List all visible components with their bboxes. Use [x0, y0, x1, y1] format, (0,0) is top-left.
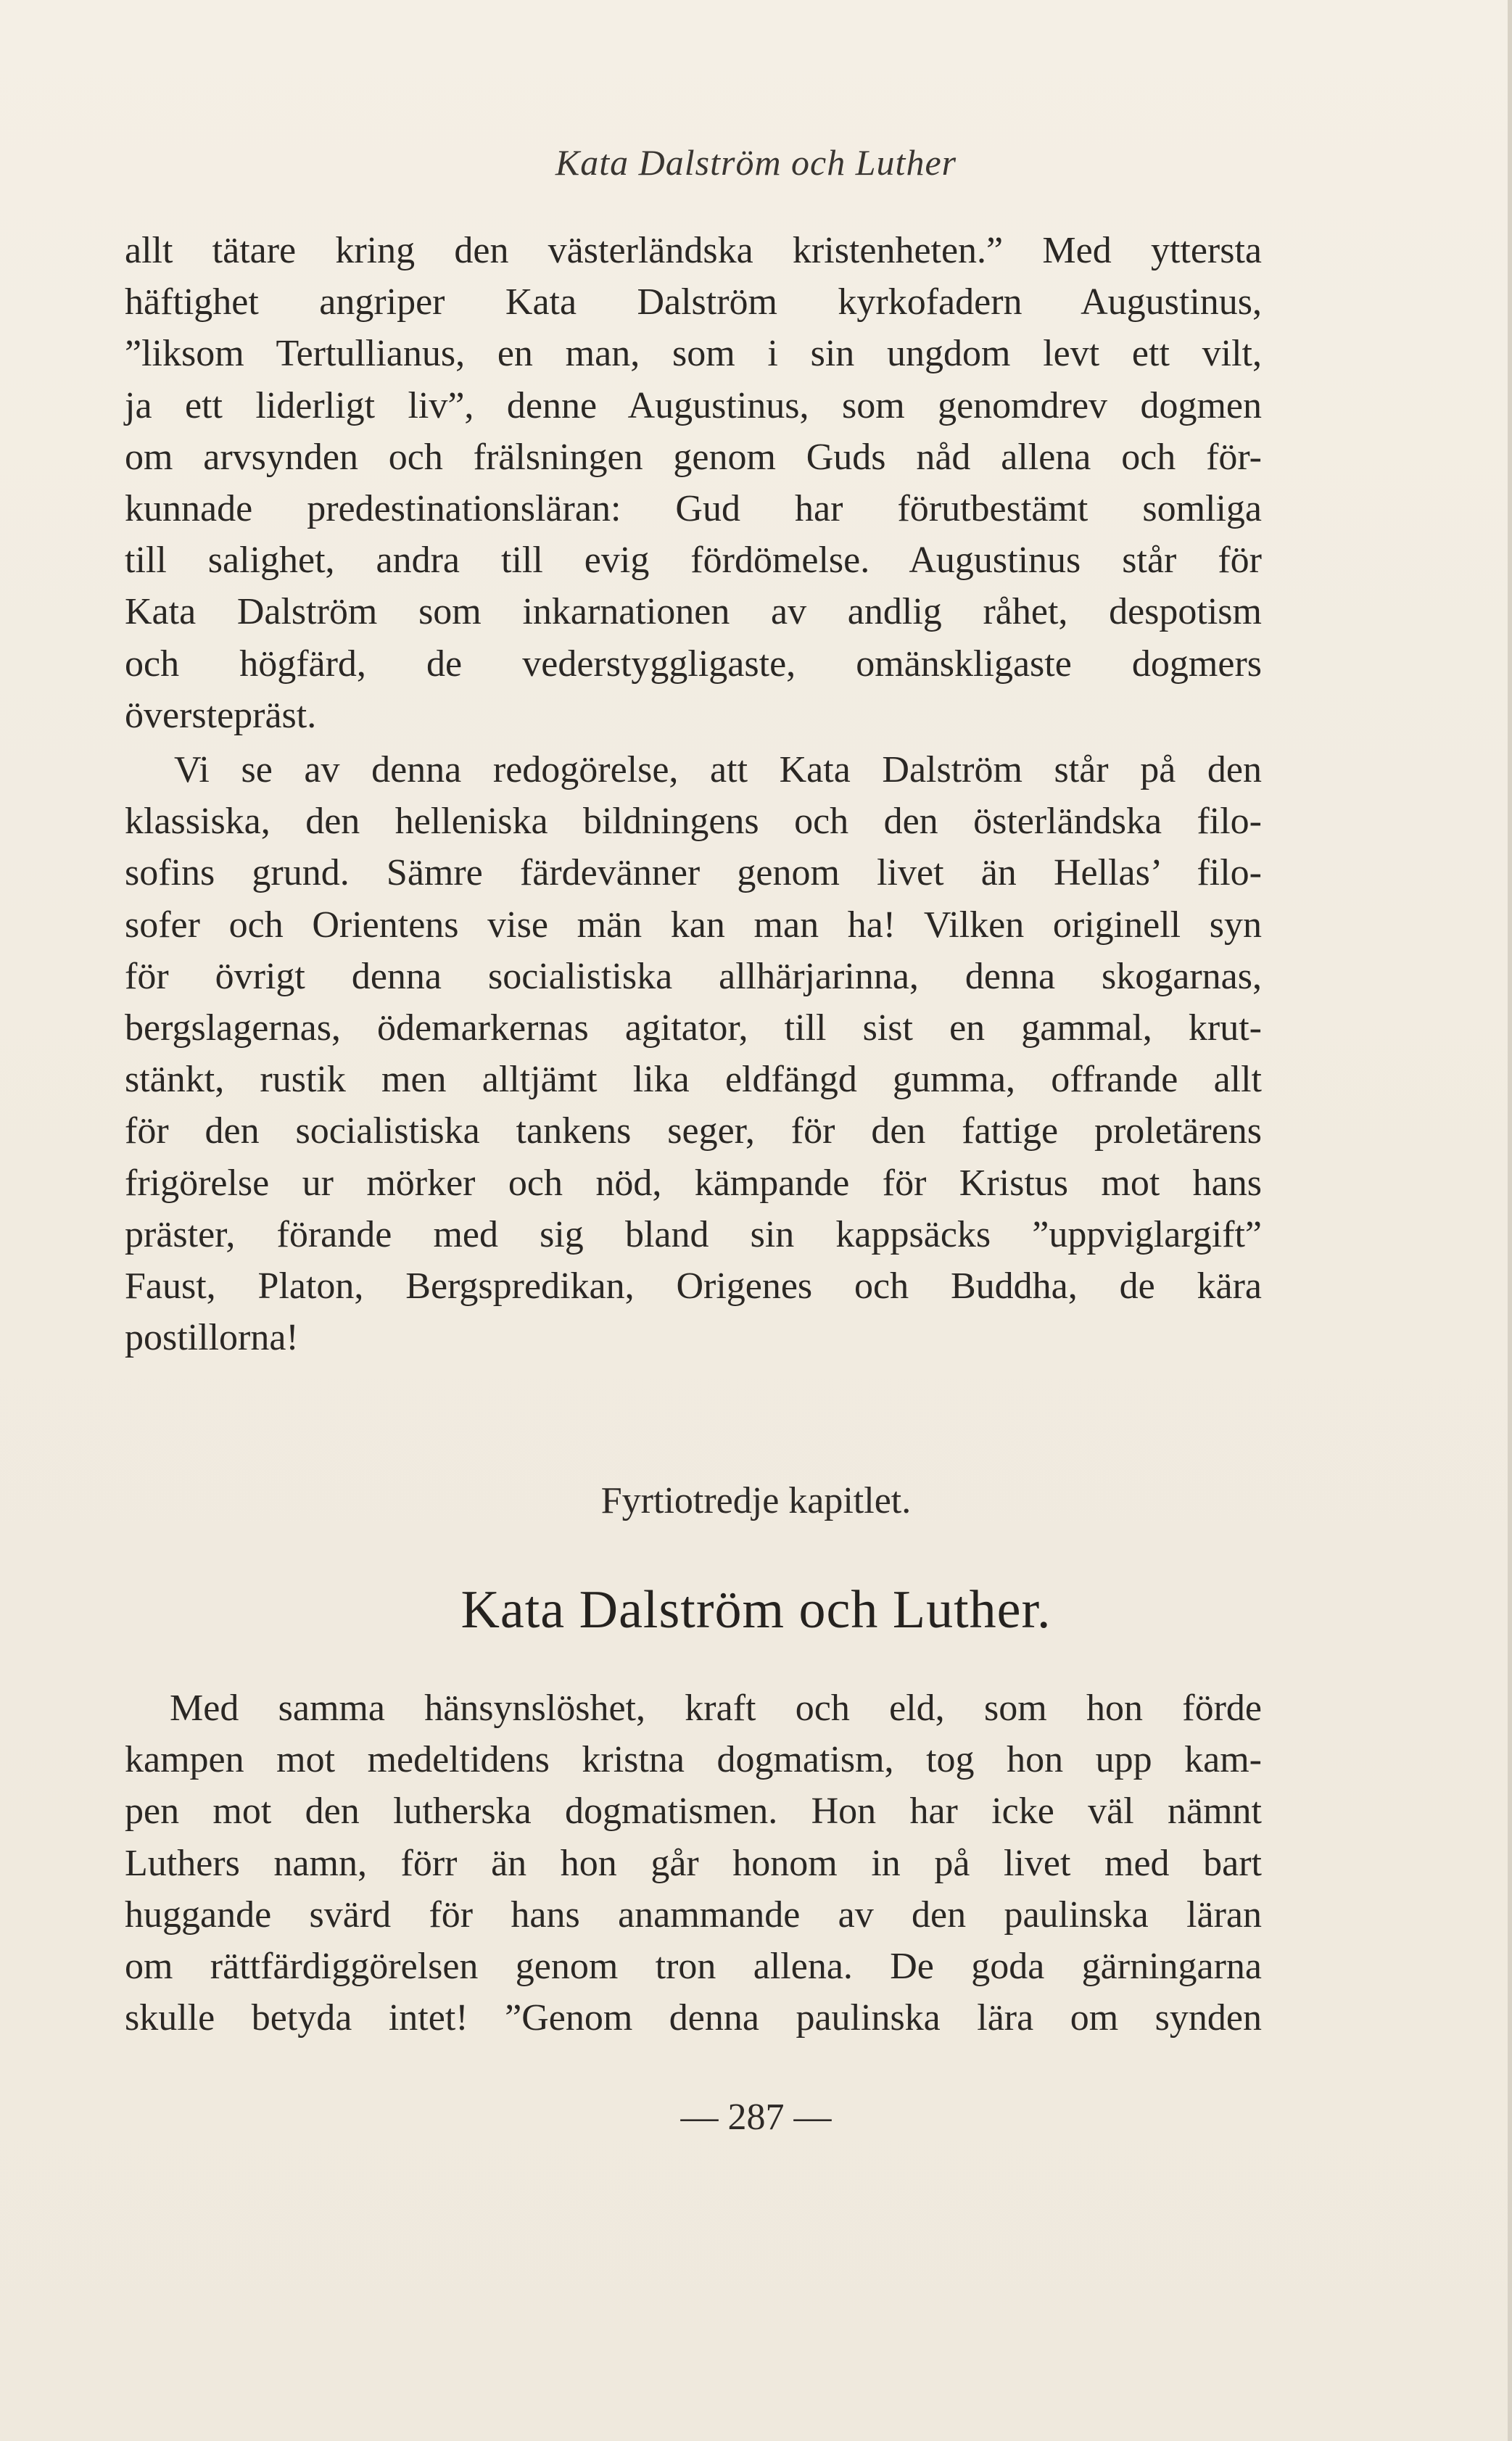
chapter-title: Kata Dalström och Luther. [460, 1580, 1052, 1640]
page-number: — 287 — [680, 2097, 832, 2138]
text-line: Faust, Platon, Bergspredikan, Origenes och Buddha, de kära [125, 1265, 1262, 1307]
text-line: kampen mot medeltidens kristna dogmatism, tog hon upp kam- [125, 1739, 1262, 1781]
paragraph-3 [125, 1682, 1262, 2044]
text-line: och högfärd, de vederstyggligaste, omänskligaste dogmers [125, 643, 1262, 685]
text-line: Kata Dalström som inkarnationen av andlig råhet, despotism [125, 591, 1262, 633]
text-line: postillorna! [125, 1317, 299, 1359]
text-line: sofer och Orientens vise män kan man ha! Vilken originell syn [125, 904, 1262, 946]
text-line: ja ett liderligt liv”, denne Augustinus, som genomdrev dogmen [125, 384, 1262, 426]
paragraph-1 [125, 225, 1262, 741]
text-line: kunnade predestinationsläran: Gud har förutbestämt somliga [125, 487, 1262, 529]
paragraph-2 [125, 744, 1262, 1363]
running-head: Kata Dalström och Luther [555, 142, 957, 183]
text-line: Vi se av denna redogörelse, att Kata Dalström står på den [174, 749, 1262, 790]
text-line: pen mot den lutherska dogmatismen. Hon har icke väl nämnt [125, 1791, 1262, 1833]
text-line: sofins grund. Sämre färdevänner genom livet än Hellas’ filo- [125, 852, 1262, 894]
text-line: allt tätare kring den västerländska kristenheten.” Med yttersta [125, 230, 1262, 271]
text-line: överstepräst. [125, 694, 317, 736]
text-line: stänkt, rustik men alltjämt lika eldfängd gumma, offrande allt [125, 1059, 1262, 1101]
text-line: för den socialistiska tankens seger, för den fattige proletärens [125, 1110, 1262, 1152]
page-edge [1508, 0, 1512, 2441]
chapter-number: Fyrtiotredje kapitlet. [600, 1480, 912, 1521]
text-line: ”liksom Tertullianus, en man, som i sin ungdom levt ett vilt, [125, 333, 1262, 375]
text-line: häftighet angriper Kata Dalström kyrkofadern Augustinus, [125, 281, 1262, 323]
text-line: till salighet, andra till evig fördömelse. Augustinus står för [125, 540, 1262, 582]
text-line: om rättfärdiggörelsen genom tron allena. De goda gärningarna [125, 1945, 1262, 1987]
text-line: huggande svärd för hans anammande av den paulinska läran [125, 1893, 1262, 1936]
text-line: för övrigt denna socialistiska allhärjarinna, denna skogarnas, [125, 955, 1262, 997]
text-line: Luthers namn, förr än hon går honom in på livet med bart [125, 1842, 1262, 1884]
text-line: präster, förande med sig bland sin kappsäcks ”uppviglargift” [125, 1213, 1262, 1255]
text-line: frigörelse ur mörker och nöd, kämpande för Kristus mot hans [125, 1162, 1262, 1204]
text-line: Med samma hänsynslöshet, kraft och eld, som hon förde [170, 1688, 1262, 1729]
text-line: om arvsynden och frälsningen genom Guds nåd allena och för- [125, 436, 1262, 478]
text-line: bergslagernas, ödemarkernas agitator, till sist en gammal, krut- [125, 1007, 1262, 1049]
text-line: klassiska, den helleniska bildningens och den österländska filo- [125, 801, 1262, 843]
text-line: skulle betyda intet! ”Genom denna paulinska lära om synden [125, 1997, 1262, 2039]
